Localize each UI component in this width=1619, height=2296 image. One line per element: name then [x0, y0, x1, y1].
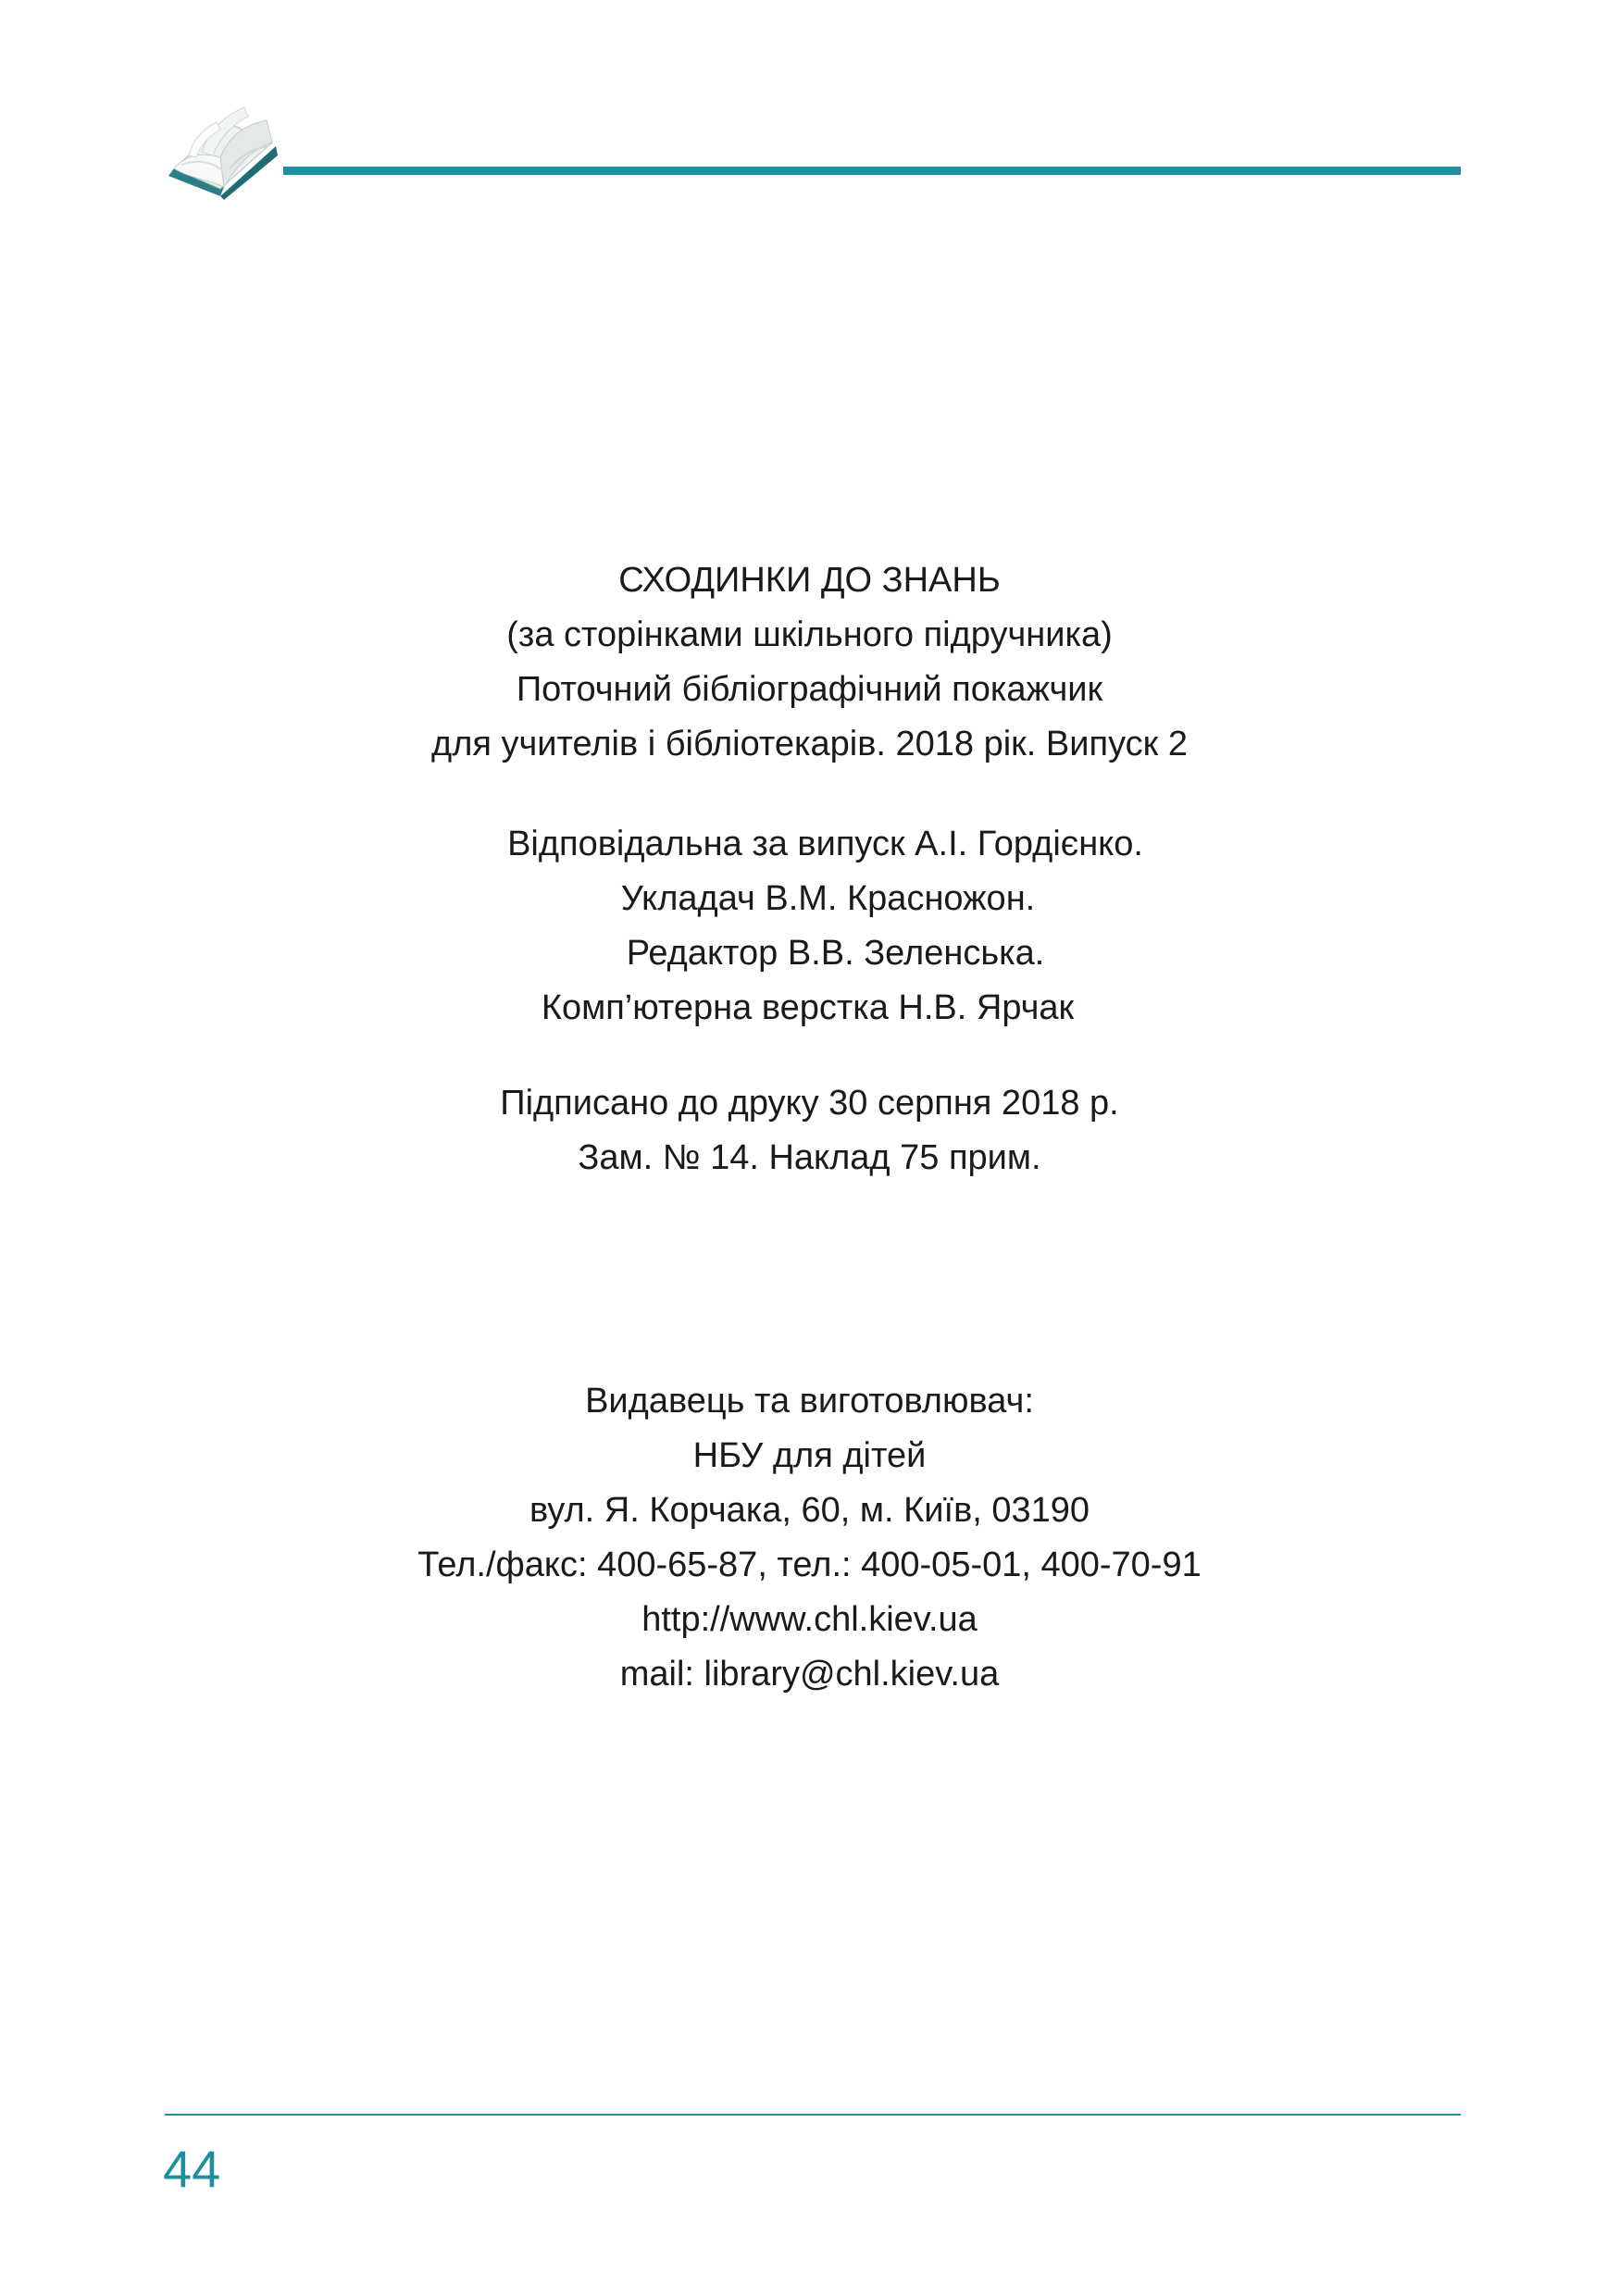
- publisher-website: http://www.chl.kiev.ua: [641, 1600, 978, 1639]
- footer-rule: [165, 2114, 1461, 2116]
- credits-block: [0, 817, 1619, 1036]
- publisher-email: mail: library@chl.kiev.ua: [619, 1655, 1000, 1694]
- compiler: Укладач В.М. Красножон.: [620, 879, 1036, 918]
- publication-title: СХОДИНКИ ДО ЗНАНЬ: [618, 561, 1001, 600]
- publisher-name: НБУ для дітей: [692, 1436, 927, 1475]
- publisher-heading: Видавець та виготовлювач:: [585, 1382, 1034, 1421]
- header-rule: [283, 167, 1461, 175]
- order-and-run: Зам. № 14. Наклад 75 прим.: [578, 1138, 1041, 1177]
- publication-subtitle: (за сторінками шкільного підручника): [506, 615, 1113, 654]
- signed-for-print: Підписано до друку 30 серпня 2018 р.: [500, 1084, 1119, 1123]
- publication-audience: для учителів і бібліотекарів. 2018 рік. Випуск 2: [431, 725, 1188, 763]
- publisher-info: [0, 1374, 1619, 1702]
- page-number: 44: [163, 2140, 221, 2198]
- editor: Редактор В.В. Зеленська.: [626, 934, 1045, 973]
- responsible-person: Відповідальна за випуск А.І. Гордієнко.: [507, 825, 1143, 863]
- publisher-address: вул. Я. Корчака, 60, м. Київ, 03190: [529, 1491, 1090, 1530]
- title-block: [0, 553, 1619, 772]
- publication-type: Поточний бібліографічний покажчик: [516, 670, 1103, 709]
- open-book-icon: [165, 104, 281, 200]
- publisher-phones: Тел./факс: 400-65-87, тел.: 400-05-01, 400-70-91: [417, 1545, 1202, 1584]
- layout-designer: Комп’ютерна верстка Н.В. Ярчак: [541, 988, 1075, 1027]
- printing-info: [0, 1076, 1619, 1185]
